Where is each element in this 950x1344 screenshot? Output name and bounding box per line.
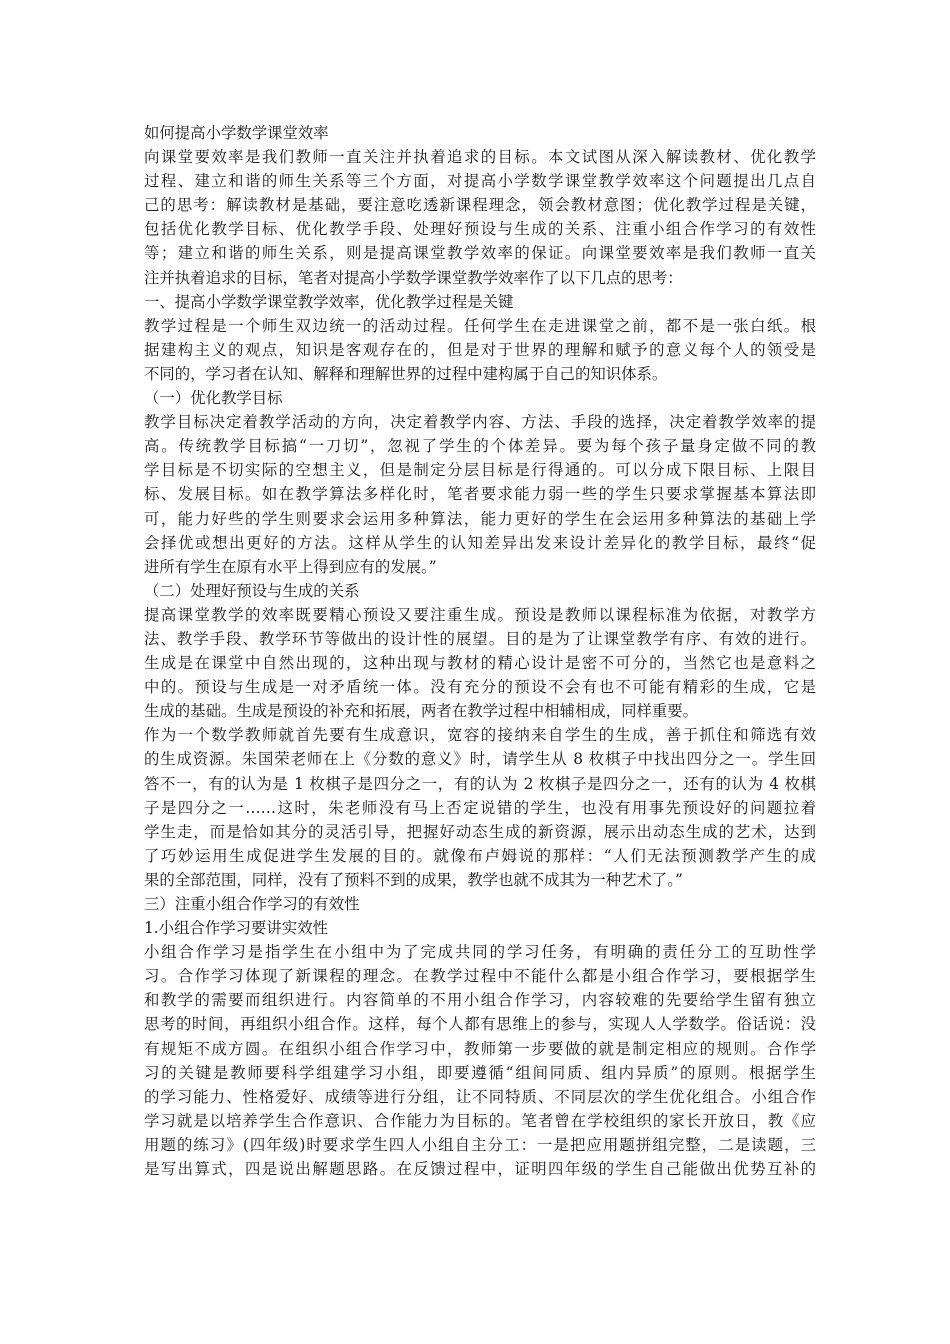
text-line: 据建构主义的观点，知识是客观存在的，但是对于世界的理解和赋予的意义每个人的领受是 bbox=[144, 340, 816, 359]
text-line: 作为一个数学教师就首先要有生成意识，宽容的接纳来自学生的生成，善于抓住和筛选有效 bbox=[144, 726, 816, 745]
text-line: 提高课堂教学的效率既要精心预设又要注重生成。预设是教师以课程标准为依据，对教学方 bbox=[144, 605, 816, 624]
text-line: 用题的练习》(四年级)时要求学生四人小组自主分工：一是把应用题拼组完整，二是读题，三 bbox=[144, 1135, 816, 1154]
text-line: 习。合作学习体现了新课程的理念。在教学过程中不能什么都是小组合作学习，要根据学生 bbox=[144, 967, 816, 986]
text-line: 过程、建立和谐的师生关系等三个方面，对提高小学数学课堂教学效率这个问题提出几点自 bbox=[144, 172, 816, 191]
text-line: 包括优化教学目标、优化教学手段、处理好预设与生成的关系、注重小组合作学习的有效性 bbox=[144, 220, 816, 239]
text-line: 高。传统教学目标搞“一刀切”，忽视了学生的个体差异。要为每个孩子量身定做不同的教 bbox=[144, 437, 816, 456]
text-line: 会择优或想出更好的方法。这样从学生的认知差异出发来设计差异化的教学目标，最终“促 bbox=[144, 533, 816, 552]
text-line: 向课堂要效率是我们教师一直关注并执着追求的目标。本文试图从深入解读教材、优化教学 bbox=[144, 148, 816, 167]
text-line: 一、提高小学数学课堂教学效率，优化教学过程是关键 bbox=[144, 292, 514, 311]
text-line: 有规矩不成方圆。在组织小组合作学习中，教师第一步要做的就是制定相应的规则。合作学 bbox=[144, 1039, 816, 1058]
text-line: （二）处理好预设与生成的关系 bbox=[144, 581, 360, 600]
text-line: 果的全部范围，同样，没有了预料不到的成果，教学也就不成其为一种艺术了。” bbox=[144, 870, 683, 889]
text-line: 标、发展目标。如在教学算法多样化时，笔者要求能力弱一些的学生只要求掌握基本算法即 bbox=[144, 485, 816, 504]
text-line: 三）注重小组合作学习的有效性 bbox=[144, 895, 360, 913]
document-title: 如何提高小学数学课堂效率 bbox=[144, 124, 329, 142]
text-line: 生成是在课堂中自然出现的，这种出现与教材的精心设计是密不可分的，当然它也是意料之 bbox=[144, 654, 816, 673]
text-line: 学目标是不切实际的空想主义，但是制定分层目标是行得通的。可以分成下限目标、上限目 bbox=[144, 461, 816, 480]
text-line: 生成的基础。生成是预设的补充和拓展，两者在教学过程中相辅相成，同样重要。 bbox=[144, 702, 699, 721]
text-line: 是写出算式，四是说出解题思路。在反馈过程中，证明四年级的学生自己能做出优势互补的 bbox=[144, 1160, 816, 1179]
text-line: 教学目标决定着教学活动的方向，决定着教学内容、方法、手段的选择，决定着教学效率的提 bbox=[144, 413, 816, 432]
text-line: 思考的时间，再组织小组合作。这样，每个人都有思维上的参与，实现人人学数学。俗话说：没 bbox=[144, 1015, 816, 1034]
text-line: 教学过程是一个师生双边统一的活动过程。任何学生在走进课堂之前，都不是一张白纸。根 bbox=[144, 316, 816, 335]
text-line: 小组合作学习是指学生在小组中为了完成共同的学习任务，有明确的责任分工的互助性学 bbox=[144, 943, 816, 962]
text-line: 等；建立和谐的师生关系，则是提高课堂教学效率的保证。向课堂要效率是我们教师一直关 bbox=[144, 244, 816, 263]
text-line: 子是四分之一……这时，朱老师没有马上否定说错的学生，也没有用事先预设好的问题拉着 bbox=[144, 798, 816, 817]
text-line: 1.小组合作学习要讲实效性 bbox=[144, 919, 328, 938]
text-line: 不同的，学习者在认知、解释和理解世界的过程中建构属于自己的知识体系。 bbox=[144, 364, 668, 383]
text-line: 学生走，而是恰如其分的灵活引导，把握好动态生成的新资源，展示出动态生成的艺术，达到 bbox=[144, 822, 816, 841]
text-line: 答不一，有的认为是 1 枚棋子是四分之一，有的认为 2 枚棋子是四分之一，还有的认为 4 枚棋 bbox=[144, 774, 816, 793]
text-line: （一）优化教学目标 bbox=[144, 389, 283, 408]
text-line: 可，能力好些的学生则要求会运用多种算法，能力更好的学生在会运用多种算法的基础上学 bbox=[144, 509, 816, 528]
text-line: 注并执着追求的目标，笔者对提高小学数学课堂教学效率作了以下几点的思考： bbox=[144, 268, 683, 287]
text-line: 学习就是以培养学生合作意识、合作能力为目标的。笔者曾在学校组织的家长开放日，教《应 bbox=[144, 1111, 816, 1130]
text-line: 进所有学生在原有水平上得到应有的发展。” bbox=[144, 557, 437, 576]
text-line: 的学习能力、性格爱好、成绩等进行分组，让不同特质、不同层次的学生优化组合。小组合作 bbox=[144, 1087, 816, 1106]
text-line: 己的思考：解读教材是基础，要注意吃透新课程理念，领会教材意图；优化教学过程是关键， bbox=[144, 196, 816, 215]
document-page bbox=[144, 121, 816, 1181]
text-line: 中的。预设与生成是一对矛盾统一体。没有充分的预设不会有也不可能有精彩的生成，它是 bbox=[144, 678, 816, 697]
text-line: 法、教学手段、教学环节等做出的设计性的展望。目的是为了让课堂教学有序、有效的进行。 bbox=[144, 629, 816, 648]
text-line: 了巧妙运用生成促进学生发展的目的。就像布卢姆说的那样：“人们无法预测教学产生的成 bbox=[144, 846, 816, 865]
text-line: 的生成资源。朱国荣老师在上《分数的意义》时，请学生从 8 枚棋子中找出四分之一。学生回 bbox=[144, 750, 816, 769]
text-line: 和教学的需要而组织进行。内容简单的不用小组合作学习，内容较难的先要给学生留有独立 bbox=[144, 991, 816, 1010]
text-line: 习的关键是教师要科学组建学习小组，即要遵循“组间同质、组内异质”的原则。根据学生 bbox=[144, 1063, 816, 1082]
